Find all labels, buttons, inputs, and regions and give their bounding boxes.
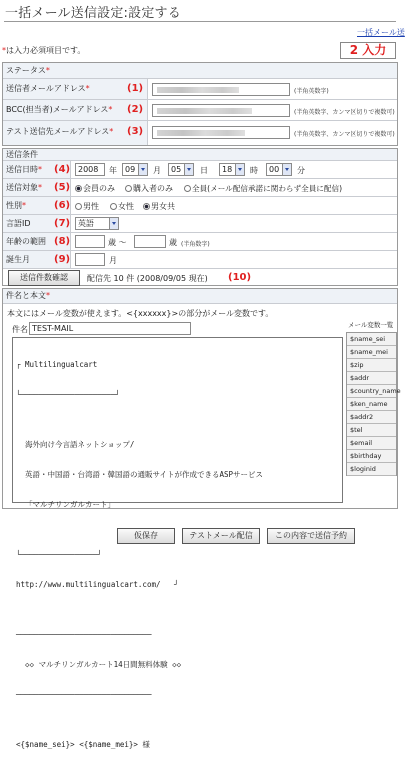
month-unit: 月 [153,166,161,175]
month-select[interactable]: 09 [122,163,148,176]
variable-item[interactable]: $addr [347,372,396,385]
birth-month-label: 誕生月 [3,251,71,268]
body-text: ┌ Multilingualcart └─────────────────────┘ 海外向け今言語ネットショップ/ 英語・中国語・台湾語・韓国語の通販サイトが作成できるASPサービス 「マルチリンガルカート」 └─────────────────┘ http://www.multilingualcart.com/ ┘ ────────────────────────────── ◇◇ マルチリンガルカート14日間無料体験 ◇◇ ────────────────────────────── <{$name_sei}> <{$name_mei}> 様 [16,360,264,749]
sender-email-label: 送信者メールアドレス* [3,79,148,99]
age-hint: (半角数字) [181,241,210,248]
variable-item[interactable]: $addr2 [347,411,396,424]
bcc-email-label: BCC(担当者)メールアドレス* [3,100,148,120]
required-note-text: は入力必須項目です。 [6,46,86,55]
variable-item[interactable]: $name_mei [347,346,396,359]
test-email-hint: (半角英数字、カンマ区切りで複数可) [294,131,395,138]
gender-option-male[interactable]: 男性 [75,201,99,212]
minute-select[interactable]: 00 [266,163,292,176]
day-select[interactable]: 05 [168,163,194,176]
radio-icon [184,185,191,192]
step-badge: 2 入力 [340,42,396,59]
test-email-label: テスト送信先メールアドレス* [3,121,148,145]
datetime-row [3,161,397,179]
age-label: 年齢の範囲 [3,233,71,250]
age-row [3,233,397,251]
target-label: 送信対象* [3,179,71,196]
count-result: 配信先 10 件 (2008/09/05 現在) [87,274,208,283]
target-row [3,179,397,197]
callout-9: (9) [54,254,71,265]
radio-selected-icon [143,203,150,210]
conditions-section [2,148,398,286]
hour-unit: 時 [250,166,258,175]
sender-email-row [3,79,397,100]
target-option-buyers[interactable]: 購入者のみ [125,183,173,194]
chevron-down-icon [109,218,118,229]
sender-email-hint: (半角英数字) [294,88,329,95]
callout-2: (2) [127,104,144,115]
subject-label: 件名 [12,325,28,334]
callout-1: (1) [127,83,144,94]
conditions-header: 送信条件 [3,149,397,161]
gender-row [3,197,397,215]
radio-icon [75,203,82,210]
test-email-row [3,121,397,145]
save-draft-button[interactable]: 仮保存 [117,528,175,544]
variable-note: 本文にはメール変数が使えます。<{xxxxxx}>の部分がメール変数です。 [7,309,274,318]
top-link[interactable]: 一括メール送 [357,28,405,37]
bcc-email-row [3,100,397,121]
radio-icon [110,203,117,210]
page-title: 一括メール送信設定:設定する [5,6,181,21]
callout-10: (10) [228,272,252,283]
chevron-down-icon [184,164,193,175]
language-select[interactable]: 英語 [75,217,119,230]
target-option-all[interactable]: 全員(メール配信承諾に関わらず全員に配信) [184,183,342,194]
callout-4: (4) [54,164,71,175]
count-check-button[interactable]: 送信件数確認 [8,270,80,286]
callout-5: (5) [54,182,71,193]
chevron-down-icon [282,164,291,175]
age-min-input[interactable] [75,235,105,248]
birth-month-input[interactable] [75,253,105,266]
variable-item[interactable]: $name_sei [347,333,396,346]
target-option-members[interactable]: 会員のみ [75,183,115,194]
callout-6: (6) [54,200,71,211]
minute-unit: 分 [297,166,305,175]
age-min-unit: 歳 〜 [108,238,127,247]
required-note [2,45,85,56]
chevron-down-icon [235,164,244,175]
subject-input[interactable]: TEST-MAIL [29,322,191,335]
hour-select[interactable]: 18 [219,163,245,176]
radio-icon [125,185,132,192]
variable-item[interactable]: $loginid [347,463,396,476]
bcc-email-hint: (半角英数字、カンマ区切りで複数可) [294,109,395,116]
year-input[interactable]: 2008 [75,163,105,176]
gender-label: 性別* [3,197,71,214]
count-row [3,269,397,287]
variable-item[interactable]: $email [347,437,396,450]
test-email-input[interactable] [152,126,290,139]
reserve-send-button[interactable]: この内容で送信予約 [267,528,355,544]
variable-item[interactable]: $country_name [347,385,396,398]
callout-7: (7) [54,218,71,229]
gender-option-both[interactable]: 男女共 [143,201,175,212]
chevron-down-icon [138,164,147,175]
required-star: * [2,46,6,55]
subject-body-header: 件名と本文* [3,289,397,304]
variable-list [346,319,401,476]
birth-month-row [3,251,397,269]
age-max-unit: 歳 [169,238,177,247]
title-divider [4,21,396,22]
status-header: ステータス* [3,63,397,79]
variable-item[interactable]: $ken_name [347,398,396,411]
bcc-email-input[interactable] [152,104,290,117]
test-mail-button[interactable]: テストメール配信 [182,528,260,544]
variable-item[interactable]: $birthday [347,450,396,463]
status-section [2,62,398,146]
sender-email-input[interactable] [152,83,290,96]
year-unit: 年 [109,166,117,175]
language-label: 言語ID [3,215,71,232]
variable-list-header: メール変数一覧 [348,321,394,329]
callout-8: (8) [54,236,71,247]
birth-month-unit: 月 [109,256,117,265]
variable-item[interactable]: $zip [347,359,396,372]
age-max-input[interactable] [134,235,166,248]
datetime-label: 送信日時* [3,161,71,178]
callout-3: (3) [127,126,144,137]
gender-option-female[interactable]: 女性 [110,201,134,212]
variable-item[interactable]: $tel [347,424,396,437]
day-unit: 日 [200,166,208,175]
language-row [3,215,397,233]
radio-selected-icon [75,185,82,192]
